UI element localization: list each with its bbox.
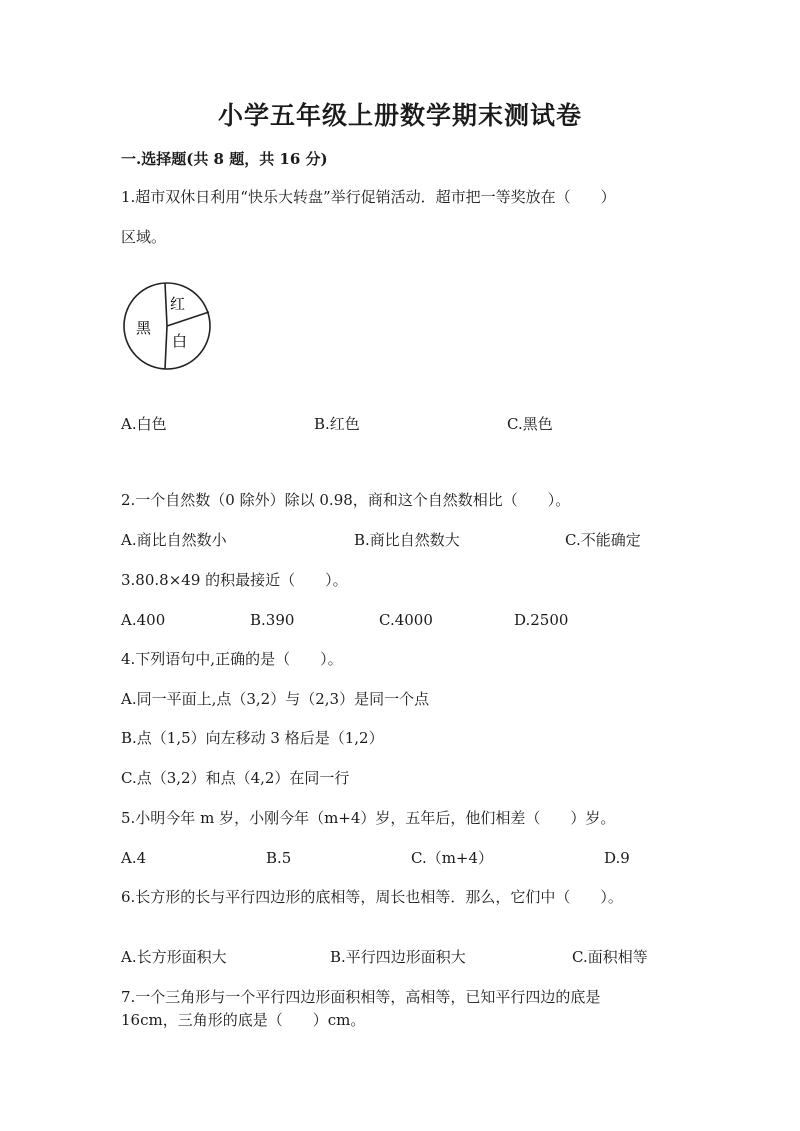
section-heading: 一.选择题(共 8 题，共 16 分) xyxy=(121,150,328,168)
question-4-option-c[interactable]: C.点（3,2）和点（4,2）在同一行 xyxy=(121,769,350,787)
question-7-text-line2: 16cm，三角形的底是（ ）cm。 xyxy=(121,1011,366,1029)
question-1-text-line1: 1.超市双休日利用“快乐大转盘”举行促销活动．超市把一等奖放在（ ） xyxy=(121,188,616,206)
question-2-option-b[interactable]: B.商比自然数大 xyxy=(354,531,460,549)
question-4-text: 4.下列语句中,正确的是（ ）。 xyxy=(121,650,343,668)
question-6-option-c[interactable]: C.面积相等 xyxy=(572,948,648,966)
question-3-option-b[interactable]: B.390 xyxy=(250,611,295,629)
wheel-label-red: 红 xyxy=(170,295,186,313)
question-3-option-c[interactable]: C.4000 xyxy=(379,611,433,629)
question-2-text: 2.一个自然数（0 除外）除以 0.98，商和这个自然数相比（ ）。 xyxy=(121,491,571,509)
question-5-text: 5.小明今年 m 岁，小刚今年（m+4）岁，五年后，他们相差（ ）岁。 xyxy=(121,809,616,827)
question-6-option-b[interactable]: B.平行四边形面积大 xyxy=(330,948,466,966)
question-1-option-b[interactable]: B.红色 xyxy=(314,415,360,433)
question-2-option-a[interactable]: A.商比自然数小 xyxy=(121,531,227,549)
question-3-option-d[interactable]: D.2500 xyxy=(514,611,569,629)
question-6-text: 6.长方形的长与平行四边形的底相等，周长也相等．那么，它们中（ ）。 xyxy=(121,888,623,906)
question-3-option-a[interactable]: A.400 xyxy=(121,611,166,629)
question-4-option-b[interactable]: B.点（1,5）向左移动 3 格后是（1,2） xyxy=(121,729,384,747)
wheel-label-black: 黑 xyxy=(136,319,152,337)
question-1-text-line2: 区域。 xyxy=(121,228,167,246)
question-5-option-d[interactable]: D.9 xyxy=(604,849,630,867)
prize-wheel-diagram xyxy=(120,278,216,374)
question-5-option-c[interactable]: C.（m+4） xyxy=(411,849,494,867)
question-5-option-a[interactable]: A.4 xyxy=(121,849,147,867)
question-1-option-c[interactable]: C.黑色 xyxy=(507,415,553,433)
question-3-text: 3.80.8×49 的积最接近（ ）。 xyxy=(121,571,348,589)
question-2-option-c[interactable]: C.不能确定 xyxy=(565,531,641,549)
question-4-option-a[interactable]: A.同一平面上,点（3,2）与（2,3）是同一个点 xyxy=(121,690,430,708)
question-1-option-a[interactable]: A.白色 xyxy=(121,415,167,433)
wheel-label-white: 白 xyxy=(172,332,188,350)
page-title: 小学五年级上册数学期末测试卷 xyxy=(217,101,582,130)
question-5-option-b[interactable]: B.5 xyxy=(266,849,292,867)
question-6-option-a[interactable]: A.长方形面积大 xyxy=(121,948,227,966)
question-7-text-line1: 7.一个三角形与一个平行四边形面积相等，高相等，已知平行四边的底是 xyxy=(121,988,601,1006)
